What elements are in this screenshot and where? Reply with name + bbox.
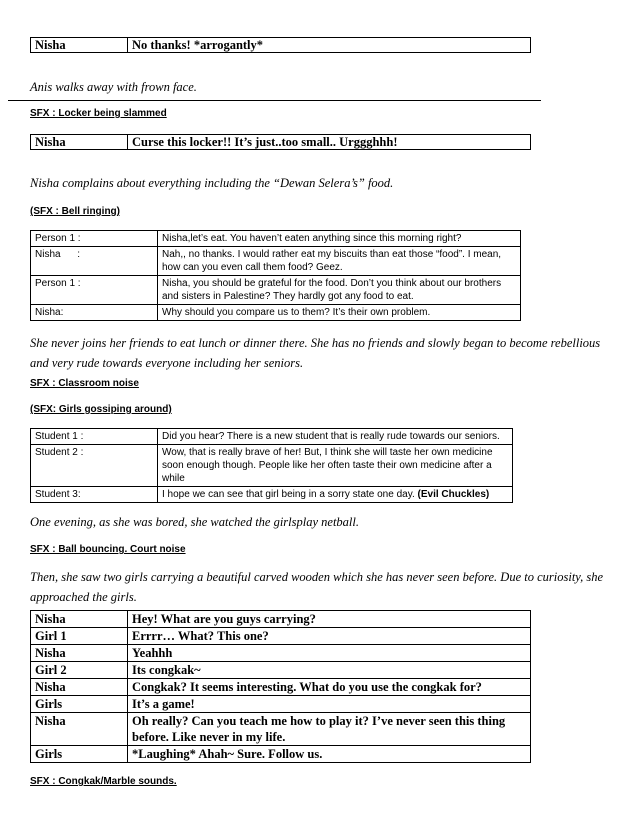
locker-dialogue-table [30, 134, 531, 150]
sfx-classroom: SFX : Classroom noise [30, 378, 139, 389]
student-dialogue-table [30, 428, 513, 503]
narration-complains: Nisha complains about everything including the “Dewan Selera’s” food. [30, 176, 394, 190]
speaker-cell: Person 1 : [31, 231, 158, 247]
speaker-cell: Nisha: [31, 305, 158, 321]
speaker-cell: Girl 2 [31, 662, 128, 679]
divider-line [8, 100, 541, 101]
sfx-gossip: (SFX: Girls gossiping around) [30, 404, 172, 415]
sfx-congkak: SFX : Congkak/Marble sounds. [30, 776, 177, 787]
table-row [31, 305, 521, 321]
speaker-cell: Student 2 : [31, 445, 158, 487]
speaker-cell: Nisha [31, 611, 128, 628]
narration-then: Then, she saw two girls carrying a beautiful carved wooden which she has never seen before. Due to curiosity, she approached the girls. [30, 570, 604, 604]
line-cell: Wow, that is really brave of her! But, I think she will taste her own medicine soon enough though. People like her often taste their own medicine after a while [158, 445, 513, 487]
table-row [31, 38, 531, 53]
line-cell: Oh really? Can you teach me how to play it? I’ve never seen this thing before. Like never in my life. [128, 713, 531, 746]
speaker-cell: Student 1 : [31, 429, 158, 445]
speaker-cell: Nisha [31, 713, 128, 746]
congkak-dialogue-table [30, 610, 531, 763]
speaker-cell: Person 1 : [31, 276, 158, 305]
line-cell: Why should you compare us to them? It’s their own problem. [158, 305, 521, 321]
line-cell: Curse this locker!! It’s just..too small.. Urggghhh! [128, 135, 531, 150]
table-row [31, 231, 521, 247]
line-cell: Nisha,let’s eat. You haven’t eaten anything since this morning right? [158, 231, 521, 247]
top-dialogue-table [30, 37, 531, 53]
line-cell: Congkak? It seems interesting. What do you use the congkak for? [128, 679, 531, 696]
speaker-cell: Nisha [31, 645, 128, 662]
line-cell: Did you hear? There is a new student that is really rude towards our seniors. [158, 429, 513, 445]
table-row [31, 445, 513, 487]
line-cell: It’s a game! [128, 696, 531, 713]
sfx-locker: SFX : Locker being slammed [30, 108, 167, 119]
table-row [31, 611, 531, 628]
aside-text: (Evil Chuckles) [417, 489, 490, 500]
table-row [31, 645, 531, 662]
narration-evening: One evening, as she was bored, she watched the girlsplay netball. [30, 515, 359, 529]
table-row [31, 746, 531, 763]
table-row [31, 429, 513, 445]
table-row [31, 628, 531, 645]
sfx-ball: SFX : Ball bouncing. Court noise [30, 544, 186, 555]
table-row [31, 487, 513, 503]
table-row [31, 679, 531, 696]
line-cell: *Laughing* Ahah~ Sure. Follow us. [128, 746, 531, 763]
sfx-bell: (SFX : Bell ringing) [30, 206, 120, 217]
line-cell: Hey! What are you guys carrying? [128, 611, 531, 628]
speaker-cell: Nisha : [31, 247, 158, 276]
narration-anis: Anis walks away with frown face. [30, 80, 197, 94]
narration-never-joins: She never joins her friends to eat lunch or dinner there. She has no friends and slowly began to become rebellious and very rude towards everyone including her seniors. [30, 336, 601, 370]
speaker-cell: Girl 1 [31, 628, 128, 645]
speaker-cell: Nisha [31, 38, 128, 53]
line-text: I hope we can see that girl being in a sorry state one day. [162, 489, 415, 500]
line-cell: Nisha, you should be grateful for the food. Don’t you think about our brothers and sisters in Palestine? They hardly got any food to eat. [158, 276, 521, 305]
table-row [31, 276, 521, 305]
speaker-cell: Nisha [31, 679, 128, 696]
line-cell: Its congkak~ [128, 662, 531, 679]
line-cell: Errrr… What? This one? [128, 628, 531, 645]
lunch-dialogue-table [30, 230, 521, 321]
table-row [31, 135, 531, 150]
line-cell: Yeahhh [128, 645, 531, 662]
line-cell [158, 487, 513, 503]
table-row [31, 662, 531, 679]
table-row [31, 247, 521, 276]
table-row [31, 713, 531, 746]
speaker-cell: Girls [31, 696, 128, 713]
line-cell: No thanks! *arrogantly* [128, 38, 531, 53]
speaker-cell: Nisha [31, 135, 128, 150]
table-row [31, 696, 531, 713]
line-cell: Nah,, no thanks. I would rather eat my biscuits than eat those “food”. I mean, how can you even call them food? Geez. [158, 247, 521, 276]
speaker-cell: Girls [31, 746, 128, 763]
speaker-cell: Student 3: [31, 487, 158, 503]
